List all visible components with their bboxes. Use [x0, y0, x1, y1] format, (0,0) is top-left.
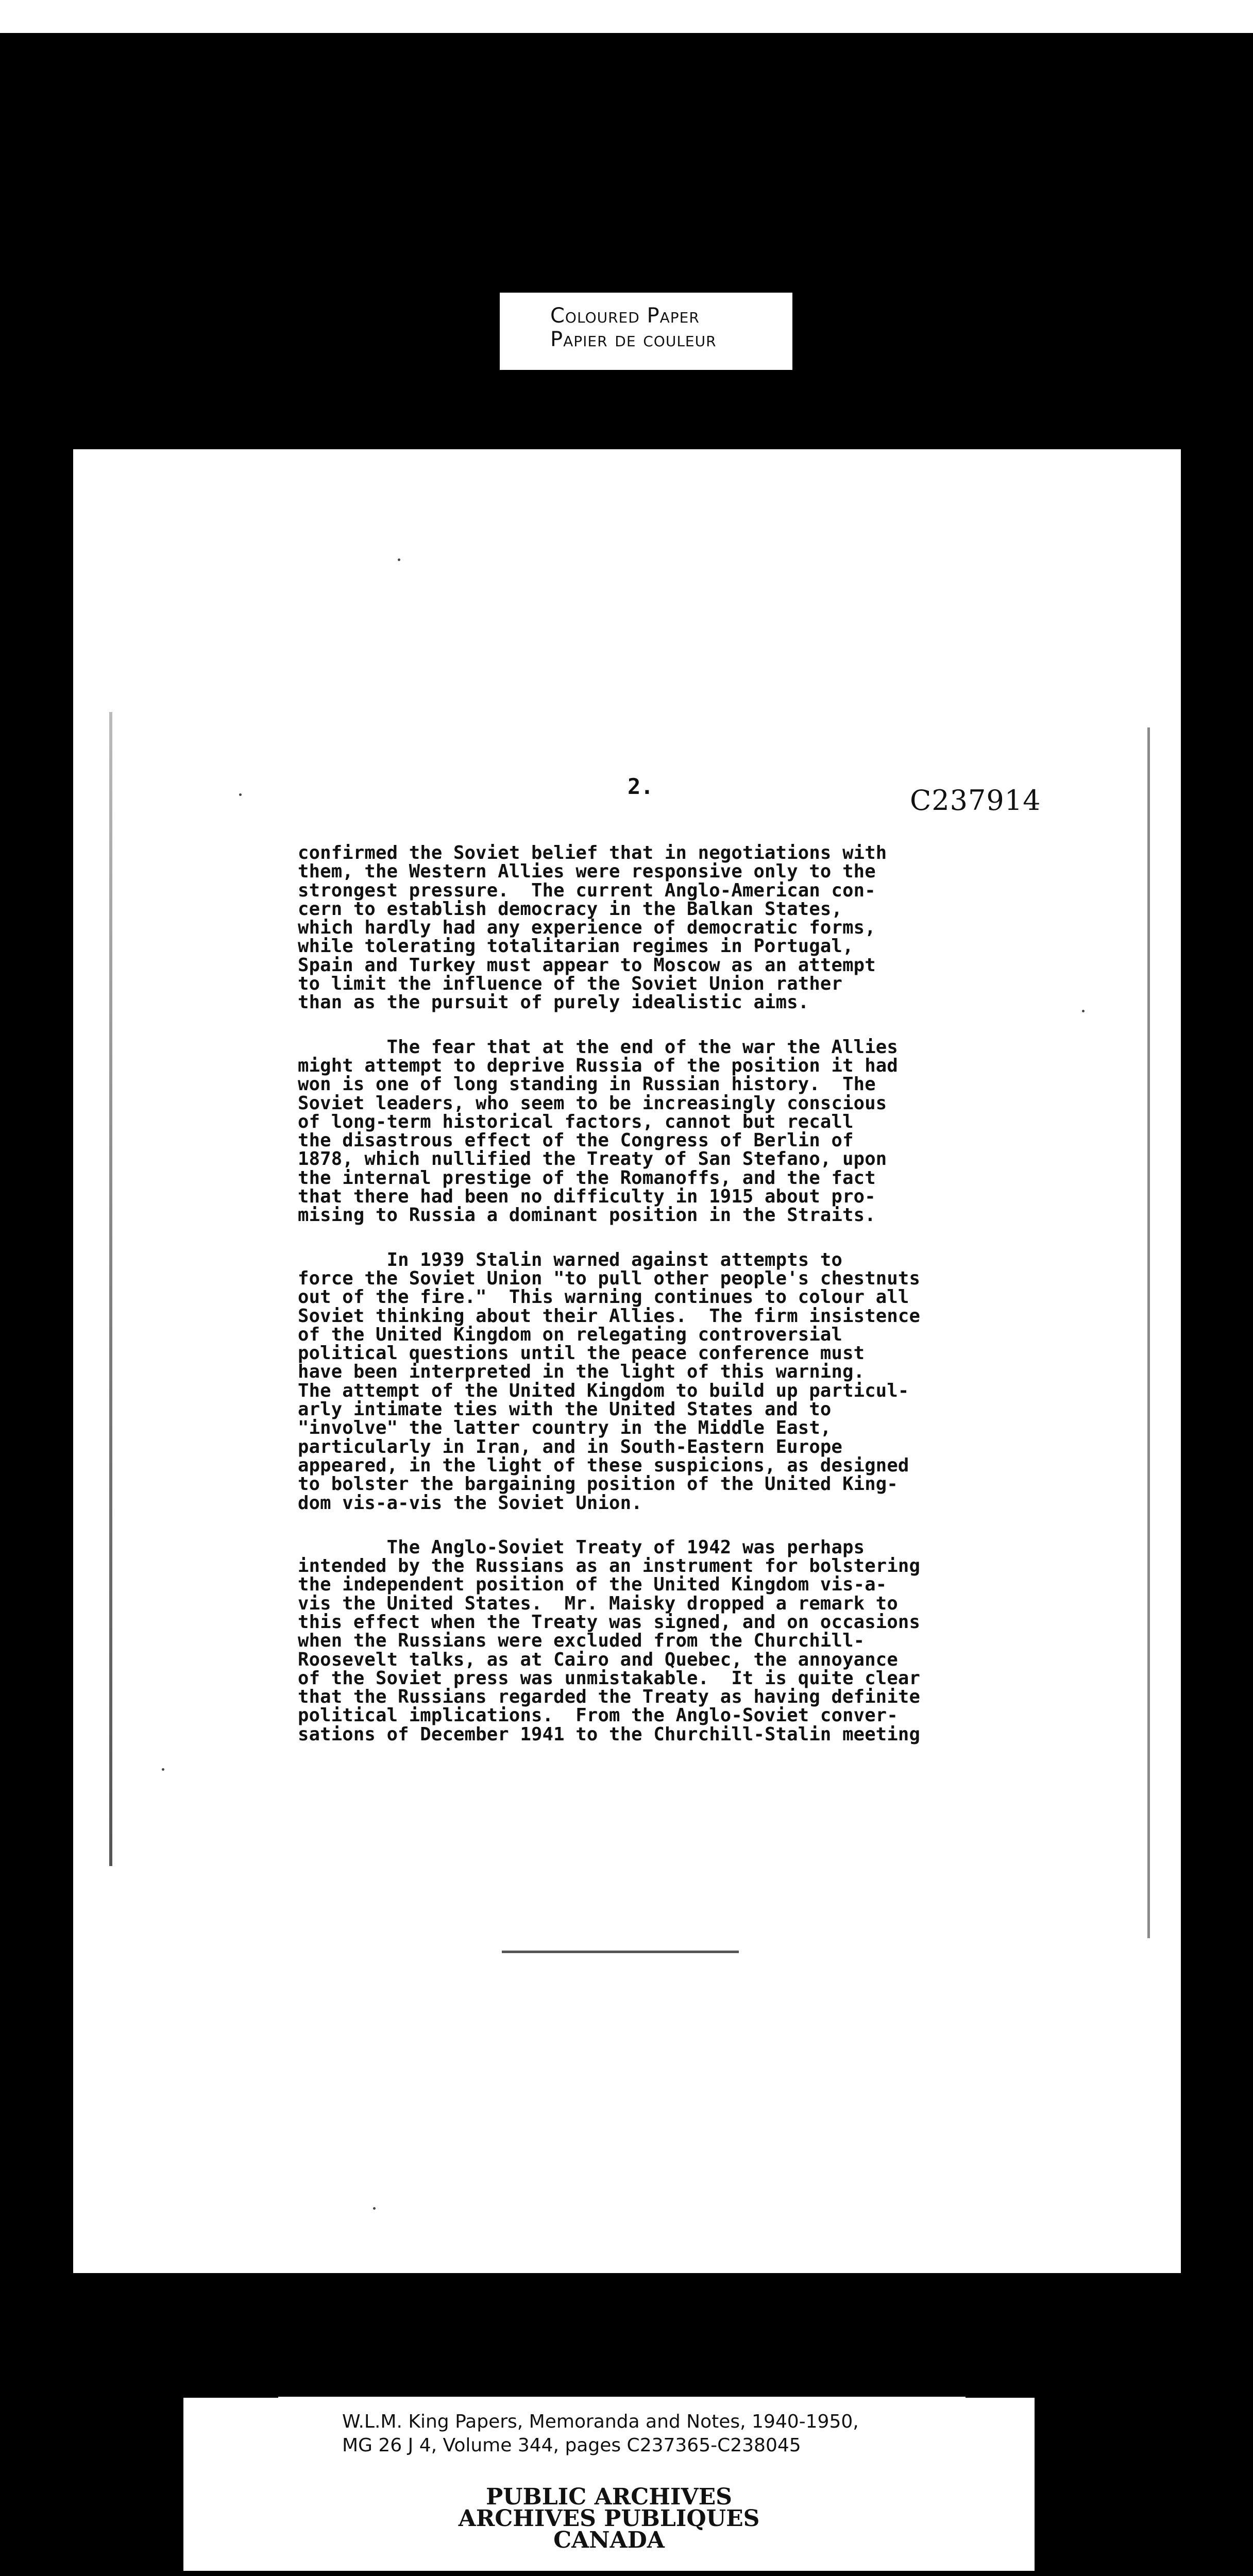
speck: [162, 1768, 164, 1771]
archives-line-1: PUBLIC ARCHIVES: [486, 2484, 732, 2510]
archives-line-2: ARCHIVES PUBLIQUES: [458, 2505, 760, 2532]
text-line: "involve" the latter country in the Middle East,: [298, 1417, 832, 1439]
paragraph: [298, 1038, 1143, 1225]
text-line: The Anglo-Soviet Treaty of 1942 was perhaps: [298, 1536, 865, 1558]
text-line: than as the pursuit of purely idealistic aims.: [298, 992, 809, 1013]
paragraph-gap: [298, 1012, 1143, 1038]
coloured-paper-label-en: Coloured Paper: [550, 304, 700, 328]
text-line: out of the fire." This warning continues to colour all: [298, 1286, 909, 1308]
text-line: In 1939 Stalin warned against attempts to: [298, 1249, 843, 1270]
text-line: to bolster the bargaining position of the United King-: [298, 1473, 898, 1495]
text-line: the disastrous effect of the Congress of Berlin of: [298, 1130, 854, 1151]
speck: [373, 2207, 376, 2210]
collection-credit: [278, 2397, 966, 2472]
text-line: sations of December 1941 to the Churchill-Stalin meeting: [298, 1723, 921, 1745]
scan-top-strip: [0, 0, 1253, 33]
text-line: Soviet leaders, who seem to be increasingly conscious: [298, 1092, 887, 1114]
text-line: while tolerating totalitarian regimes in Portugal,: [298, 936, 854, 957]
text-line: of the United Kingdom on relegating controversial: [298, 1324, 843, 1345]
coloured-paper-label: [500, 293, 792, 370]
text-line: political questions until the peace conference must: [298, 1343, 865, 1364]
text-line: that the Russians regarded the Treaty as having definite: [298, 1686, 921, 1708]
text-line: of long-term historical factors, cannot but recall: [298, 1111, 854, 1132]
text-line: Roosevelt talks, as at Cairo and Quebec, the annoyance: [298, 1649, 898, 1670]
credit-line-2: MG 26 J 4, Volume 344, pages C237365-C238045: [342, 2435, 801, 2456]
text-line: of the Soviet press was unmistakable. It is quite clear: [298, 1667, 921, 1689]
text-line: political implications. From the Anglo-Soviet conver-: [298, 1705, 898, 1726]
text-line: that there had been no difficulty in 1915 about pro-: [298, 1186, 876, 1208]
coloured-paper-label-fr: Papier de couleur: [550, 328, 717, 351]
text-line: have been interpreted in the light of this warning.: [298, 1361, 865, 1383]
text-line: vis the United States. Mr. Maisky dropped a remark to: [298, 1592, 898, 1614]
paragraph-gap: [298, 1225, 1143, 1251]
text-line: intended by the Russians as an instrument for bolstering: [298, 1555, 921, 1577]
text-line: which hardly had any experience of democratic forms,: [298, 917, 876, 939]
text-line: The attempt of the United Kingdom to build up particul-: [298, 1380, 909, 1401]
text-line: force the Soviet Union "to pull other people's chestnuts: [298, 1267, 921, 1289]
text-line: them, the Western Allies were responsive only to the: [298, 861, 876, 883]
document-page: [73, 449, 1181, 2273]
text-line: dom vis-a-vis the Soviet Union.: [298, 1492, 642, 1514]
paragraph-gap: [298, 1513, 1143, 1538]
text-line: to limit the influence of the Soviet Union rather: [298, 973, 843, 995]
page-number: 2.: [628, 774, 654, 799]
text-line: mising to Russia a dominant position in the Straits.: [298, 1205, 876, 1226]
text-line: might attempt to deprive Russia of the position it had: [298, 1055, 898, 1076]
speck: [398, 558, 400, 561]
text-line: appeared, in the light of these suspicions, as designed: [298, 1454, 909, 1476]
text-line: the independent position of the United Kingdom vis-a-: [298, 1574, 887, 1596]
text-line: cern to establish democracy in the Balkan States,: [298, 898, 843, 920]
memo-body: [298, 844, 1143, 1744]
text-line: The fear that at the end of the war the Allies: [298, 1036, 898, 1058]
text-line: arly intimate ties with the United States and to: [298, 1399, 832, 1420]
page-left-edge: [109, 712, 112, 1866]
credit-line-1: W.L.M. King Papers, Memoranda and Notes, 1940-1950,: [342, 2411, 859, 2432]
text-line: won is one of long standing in Russian history. The: [298, 1074, 876, 1095]
text-line: this effect when the Treaty was signed, and on occasions: [298, 1611, 921, 1633]
text-line: the internal prestige of the Romanoffs, and the fact: [298, 1167, 876, 1189]
text-line: Spain and Turkey must appear to Moscow as an attempt: [298, 954, 876, 976]
text-line: confirmed the Soviet belief that in negotiations with: [298, 842, 887, 863]
document-code: C237914: [910, 784, 1041, 817]
text-line: 1878, which nullified the Treaty of San Stefano, upon: [298, 1148, 887, 1170]
text-line: strongest pressure. The current Anglo-American con-: [298, 879, 876, 901]
text-line: particularly in Iran, and in South-Eastern Europe: [298, 1436, 843, 1458]
text-line: when the Russians were excluded from the Churchill-: [298, 1630, 865, 1652]
speck: [239, 793, 242, 796]
page-right-edge: [1147, 727, 1150, 1938]
paragraph: [298, 1251, 1143, 1513]
page-bottom-rule: [502, 1951, 739, 1953]
paragraph: [298, 844, 1143, 1012]
text-line: Soviet thinking about their Allies. The firm insistence: [298, 1305, 921, 1327]
paragraph: [298, 1538, 1143, 1744]
archives-line-3: CANADA: [553, 2527, 665, 2553]
public-archives-stamp: [183, 2486, 1035, 2551]
